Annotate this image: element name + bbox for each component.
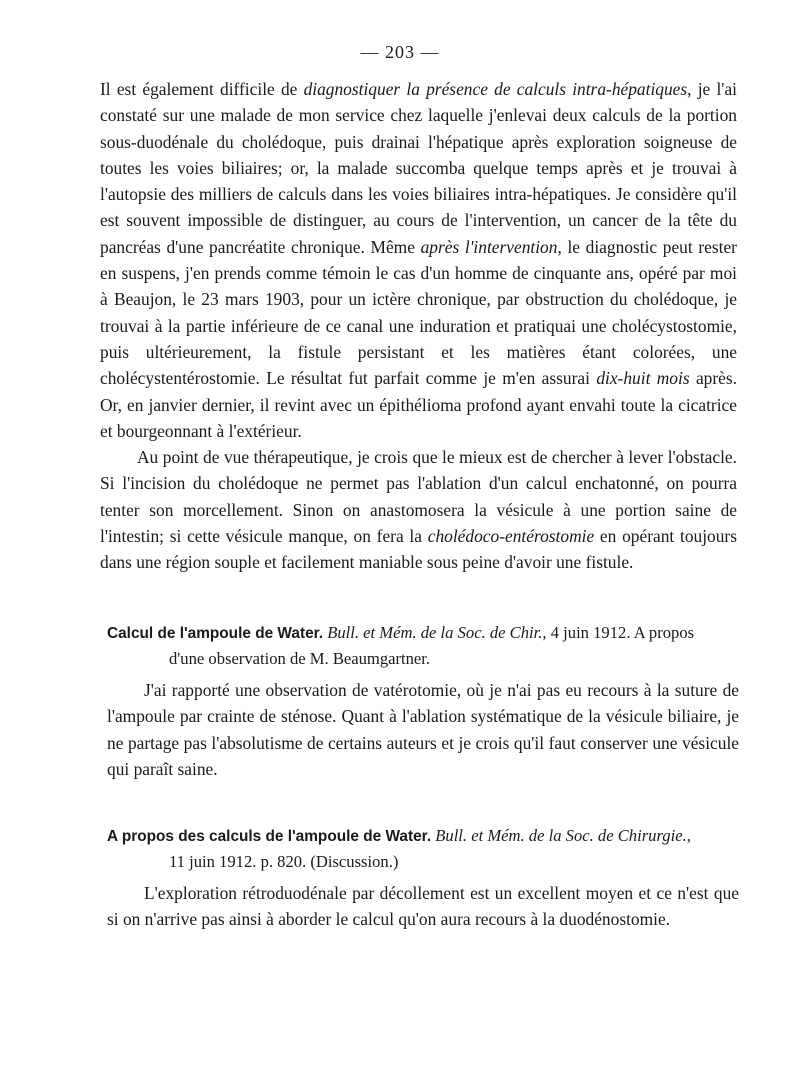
text-run: en opérant toujours dans une région souple et facilement maniable sous peine d'avoir une fistule.	[100, 526, 737, 573]
entry-reference-continuation: 11 juin 1912. p. 820. (Discussion.)	[169, 852, 399, 871]
paragraph-vaterotomie: J'ai rapporté une observation de vatérotomie, où je n'ai pas eu recours à la suture de l'ampoule par crainte de sténose. Quant à l'ablation systématique de la vésicule biliaire, je ne partage pas l'absolutisme de certains auteurs et je crois qu'il faut conserver une vésicule qui paraît saine.	[107, 680, 739, 779]
paragraph-therapeutique	[100, 444, 737, 575]
entry-reference-journal: Bull. et Mém. de la Soc. de Chir.	[327, 623, 543, 642]
entry-title: Calcul de l'ampoule de Water.	[107, 625, 324, 642]
text-run: Il est également difficile de	[100, 79, 304, 99]
italic-run: diagnostiquer la présence de calculs intra-hépatiques	[303, 79, 688, 99]
paragraph-exploration-retroduodenale: L'exploration rétroduodénale par décollement est un excellent moyen et ce n'est que si on n'arrive pas ainsi à aborder le calcul qu'on aura recours à la duodénostomie.	[107, 883, 739, 930]
italic-run: dix-huit mois	[596, 368, 690, 389]
entry-heading-calcul-ampoule	[107, 620, 739, 671]
text-run: Au point de vue thérapeutique, je crois que le mieux est de chercher à lever l'obstacle. Si l'incision du cholédoque ne permet pas l'ablation d'un calcul enchatonné, on pourra tenter son morcellement. Sinon on anastomosera la vésicule à une portion saine de l'intestin; si cette vésicule manque, on fera la	[100, 447, 737, 547]
italic-run: cholédoco-entérostomie	[427, 526, 595, 547]
page-number: — 203 —	[360, 42, 440, 62]
entry-heading-a-propos-calculs	[107, 823, 739, 874]
section-3-body	[107, 880, 739, 933]
text-run: après. Or, en janvier dernier, il revint avec un épithélioma profond ayant envahi toute la cicatrice et bourgeonnant à l'extérieur.	[100, 368, 737, 441]
italic-run: après l'intervention	[420, 236, 558, 257]
entry-reference-date: , 4 juin 1912. A propos	[542, 623, 695, 642]
entry-reference-continuation: d'une observation de M. Beaumgartner.	[169, 649, 431, 668]
section-1-body	[100, 76, 737, 576]
paragraph-calculs-intra-hepatiques	[100, 76, 737, 444]
section-2-body	[107, 677, 739, 782]
text-run: , le diagnostic peut rester en suspens, j'en prends comme témoin le cas d'un homme de cinquante ans, opéré par moi à Beaujon, le 23 mars 1903, pour un ictère chronique, par obstruction du cholédoque, je trouvai à la partie inférieure de ce canal une induration et pratiquai une cholécystostomie, puis ultérieurement, la fistule persistant et les matières étant colorées, une cholécystentérostomie. Le résultat fut parfait comme je m'en assurai	[100, 236, 737, 389]
entry-reference-date: ,	[686, 826, 691, 845]
entry-title: A propos des calculs de l'ampoule de Water.	[107, 828, 432, 845]
entry-reference-journal: Bull. et Mém. de la Soc. de Chirurgie.	[435, 826, 687, 845]
text-run: , je l'ai constaté sur une malade de mon service chez laquelle j'enlevai deux calculs de la portion sous-duodénale du cholédoque, puis drainai l'hépatique après exploration soigneuse de toutes les voies biliaires; or, la malade succomba quelque temps après et je trouvai à l'autopsie des milliers de calculs dans les voies biliaires intra-hépatiques. Je considère qu'il est souvent impossible de distinguer, au cours de l'intervention, un cancer de la tête du pancréas d'une pancréatite chronique. Même	[100, 79, 737, 257]
